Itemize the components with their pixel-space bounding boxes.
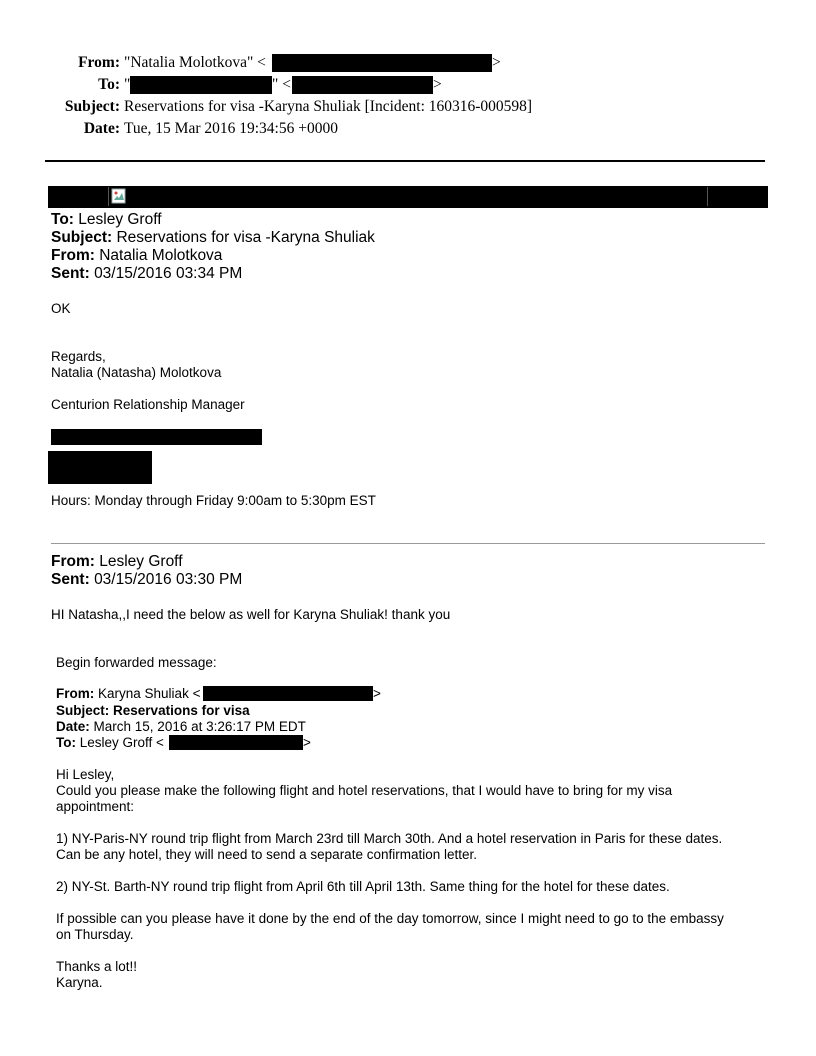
redaction-block xyxy=(130,76,272,94)
redaction-block xyxy=(51,429,262,445)
item1-line1: 1) NY-Paris-NY round trip flight from March 23rd till March 30th. And a hotel reservation in Paris for these dates. xyxy=(56,831,723,846)
item2: 2) NY-St. Barth-NY round trip flight from April 6th till April 13th. Same thing for the hotel for these dates. xyxy=(56,879,670,894)
para1-line2: appointment: xyxy=(56,799,135,814)
signature-hours: Hours: Monday through Friday 9:00am to 5:30pm EST xyxy=(51,493,376,508)
reply-to-label: To: xyxy=(51,211,74,228)
reply-sent-value: 03/15/2016 03:34 PM xyxy=(94,265,243,282)
reply-subject-value: Reservations for visa -Karyna Shuliak xyxy=(116,229,375,246)
para2-line1: If possible can you please have it done by the end of the day tomorrow, since I might need to go to the embassy xyxy=(56,911,724,926)
reply-regards: Regards, xyxy=(51,349,106,364)
para2-line2: on Thursday. xyxy=(56,927,134,942)
header-from-label: From: xyxy=(78,54,120,71)
header-date-value: Tue, 15 Mar 2016 19:34:56 +0000 xyxy=(124,120,338,137)
header-from-value: "Natalia Molotkova" < xyxy=(124,54,266,71)
forward-intro: Begin forwarded message: xyxy=(56,655,217,670)
broken-image-icon xyxy=(111,188,127,204)
reply-from-label: From: xyxy=(51,247,95,264)
signature-title: Centurion Relationship Manager xyxy=(51,397,245,412)
reply-to-value: Lesley Groff xyxy=(78,211,162,228)
quoted-from-label: From: xyxy=(51,553,95,570)
redaction-block xyxy=(272,54,492,72)
header-divider xyxy=(45,160,765,162)
header-to-mid: " < xyxy=(272,76,291,93)
header-date-label: Date: xyxy=(83,120,120,137)
quoted-from-value: Lesley Groff xyxy=(99,553,183,570)
fwd-date-value: March 15, 2016 at 3:26:17 PM EDT xyxy=(93,719,306,734)
header-from-close: > xyxy=(492,54,501,71)
signature-name: Natalia (Natasha) Molotkova xyxy=(51,365,222,380)
sign-off: Karyna. xyxy=(56,975,103,990)
header-subject-label: Subject: xyxy=(64,98,120,115)
reply-body: OK xyxy=(51,301,71,316)
fwd-subject-value: Reservations for visa xyxy=(113,703,250,718)
banner-image-frame xyxy=(108,187,708,206)
header-subject-value: Reservations for visa -Karyna Shuliak [Incident: 160316-000598] xyxy=(124,98,533,115)
para1-line1: Could you please make the following flight and hotel reservations, that I would have to bring for my visa xyxy=(56,783,673,798)
thanks: Thanks a lot!! xyxy=(56,959,138,974)
header-to-close: > xyxy=(433,76,442,93)
fwd-to-close: > xyxy=(303,735,311,750)
quoted-sent-value: 03/15/2016 03:30 PM xyxy=(94,571,243,588)
header-to-label: To: xyxy=(98,76,120,93)
fwd-to-value: Lesley Groff < xyxy=(79,735,164,750)
item1-line2: Can be any hotel, they will need to send a separate confirmation letter. xyxy=(56,847,478,862)
fwd-to-label: To: xyxy=(56,735,76,750)
quoted-sent-label: Sent: xyxy=(51,571,90,588)
fwd-date-label: Date: xyxy=(56,719,90,734)
reply-from-value: Natalia Molotkova xyxy=(99,247,223,264)
redaction-block xyxy=(292,76,433,94)
reply-sent-label: Sent: xyxy=(51,265,90,282)
redaction-block xyxy=(203,686,373,701)
fwd-subject-label: Subject: xyxy=(56,703,110,718)
message-divider xyxy=(51,543,765,544)
quoted-body: HI Natasha,,I need the below as well for Karyna Shuliak! thank you xyxy=(51,607,451,622)
redaction-block xyxy=(169,735,303,750)
fwd-from-label: From: xyxy=(56,686,95,701)
fwd-from-value: Karyna Shuliak < xyxy=(98,686,201,701)
redaction-block xyxy=(48,451,152,484)
reply-subject-label: Subject: xyxy=(51,229,113,246)
greeting: Hi Lesley, xyxy=(56,767,115,782)
header-to-open: " xyxy=(124,76,131,93)
fwd-from-close: > xyxy=(373,686,381,701)
